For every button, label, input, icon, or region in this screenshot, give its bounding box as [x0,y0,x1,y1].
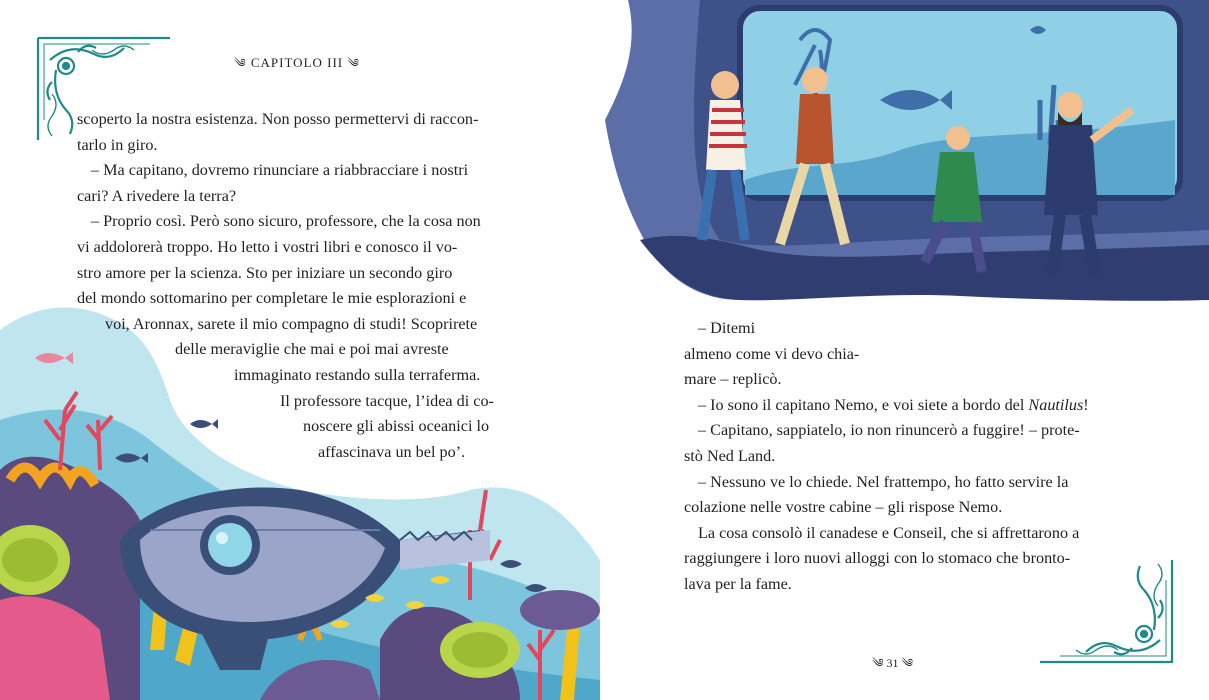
text-line: lava per la fame. [684,574,792,593]
paragraph [77,389,525,466]
text-line: almeno come vi devo chia- [684,344,860,363]
paragraph [684,418,1146,469]
text-line: tarlo in giro. [77,135,158,154]
text-line: – Ditemi [698,319,756,337]
text-segment: – Io sono il capitano Nemo, e voi siete a bordo del [698,395,1029,414]
page-number-value: 31 [886,656,899,670]
pageno-ornament-left-icon: ༄ [872,656,884,670]
paragraph [77,158,525,209]
paragraph [77,107,525,158]
text-line: – Nessuno ve lo chiede. Nel frattempo, ho fatto servire la [698,472,1069,491]
text-line: noscere gli abissi oceanici lo [303,417,490,436]
ship-name: Nautilus [1028,395,1084,414]
text-line: cari? A rivedere la terra? [77,186,237,205]
chapter-title: CAPITOLO III [250,55,344,70]
paragraph [684,470,1146,521]
text-line: raggiungere i loro nuovi alloggi con lo stomaco che bronto- [684,549,1071,568]
text-line: scoperto la nostra esistenza. Non posso permettervi di raccon- [77,110,479,128]
header-ornament-right-icon: ༄ [347,56,360,70]
text-line: vi addolorerà troppo. Ho letto i vostri libri e conosco il vo- [77,237,458,256]
text-line: stò Ned Land. [684,446,776,465]
text-segment: ! [1083,395,1089,414]
text-line: La cosa consolò il canadese e Conseil, che si affrettarono a [698,523,1080,542]
text-line: colazione nelle vostre cabine – gli rispose Nemo. [684,498,1003,517]
text-line: stro amore per la scienza. Sto per iniziare un secondo giro [77,263,453,282]
running-header [232,50,362,84]
paragraph [77,209,525,388]
text-line: del mondo sottomarino per completare le mie esplorazioni e [77,289,467,308]
right-page-text [684,316,1146,598]
text-line: delle meraviglie che mai e poi mai avreste [175,340,449,359]
text-line: voi, Aronnax, sarete il mio compagno di studi! Scoprirete [105,314,478,333]
nautilus-interior-scene [605,0,1209,301]
text-line: Il professore tacque, l’idea di co- [280,391,494,410]
pageno-ornament-right-icon: ༄ [901,656,913,670]
text-line: – Capitano, sappiatelo, io non rinuncerò a fuggire! – prote- [698,421,1080,440]
text-line: affascinava un bel po’. [318,442,466,461]
text-line: mare – replicò. [684,370,782,389]
header-ornament-left-icon: ༄ [234,56,247,70]
page-number [872,650,913,684]
paragraph [684,393,1146,419]
text-line: – Ma capitano, dovremo rinunciare a riabbracciare i nostri [91,161,469,180]
paragraph [684,521,1146,598]
paragraph [684,316,1146,393]
text-line [684,393,1146,419]
text-line: – Proprio così. Però sono sicuro, professore, che la cosa non [91,212,481,231]
left-page-text [77,107,525,465]
text-line: immaginato restando sulla terraferma. [234,365,481,384]
